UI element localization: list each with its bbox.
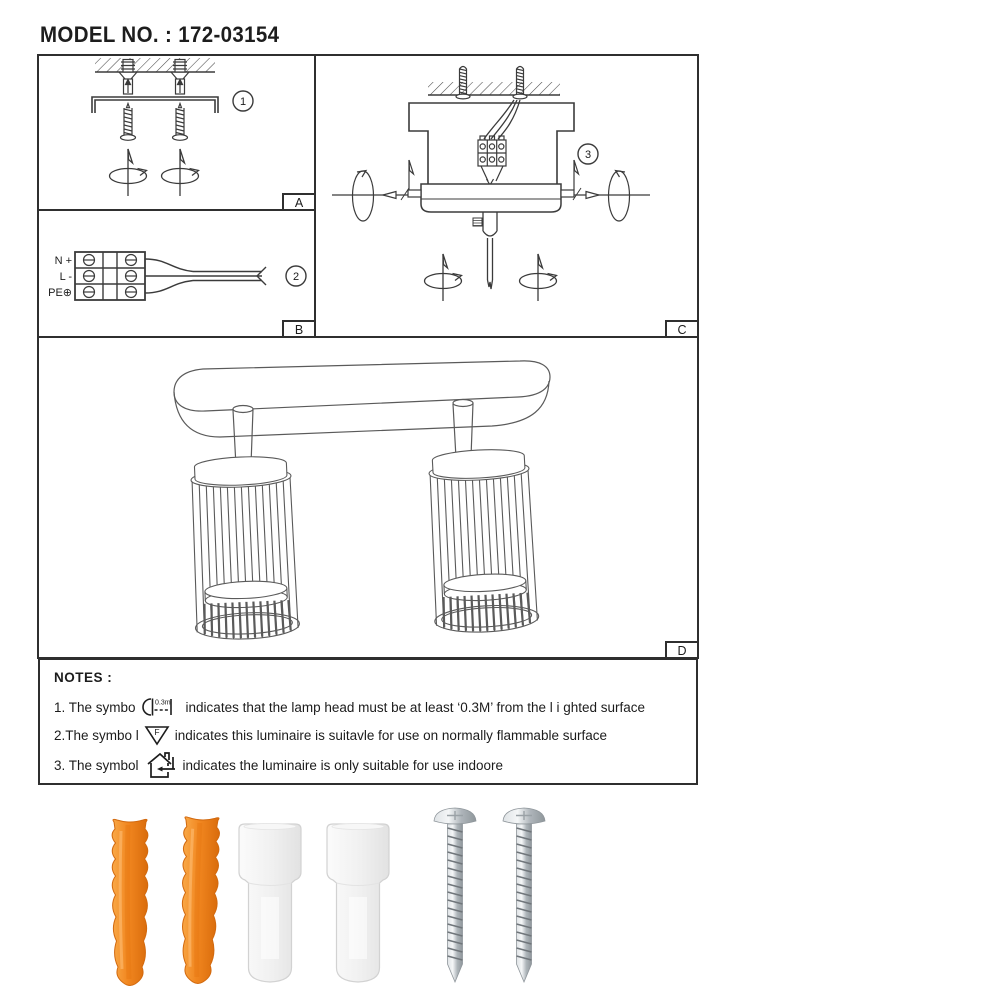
panel-a-bracket-mounting-diagram (92, 58, 315, 210)
screw-icon (173, 104, 188, 141)
note-3-text: indicates the luminaire is only suitable for use indoore (182, 757, 503, 773)
svg-text:2: 2 (292, 271, 300, 283)
svg-text:N +: N + (54, 255, 72, 267)
step-number-3 (578, 144, 598, 164)
note-line-2 (54, 724, 607, 746)
model-number-title: MODEL NO. : 172-03154 (40, 22, 280, 47)
note-line-3 (54, 750, 503, 780)
svg-text:A: A (294, 196, 304, 210)
wire-connector-cap-photo (239, 824, 301, 983)
panel-label-c (666, 321, 698, 337)
step-number-2 (286, 266, 306, 286)
panel-label-d (666, 642, 698, 658)
wires-drawing (484, 100, 520, 139)
note-1-text: indicates that the lamp head must be at least ‘0.3M’ from the l i ghted surface (185, 699, 646, 715)
svg-text:B: B (294, 323, 304, 337)
wall-plug-photo (112, 819, 148, 985)
stem-and-cable-drawing (473, 212, 497, 289)
rotation-arrow-icon (162, 149, 199, 196)
wall-plug-photo (180, 817, 220, 984)
rotation-arrow-icon (110, 149, 147, 196)
svg-text:F: F (154, 727, 160, 737)
wire-connector-cap-photo (327, 824, 389, 983)
panel-d-fixture-drawing (174, 361, 698, 658)
panel-d-frame (38, 337, 698, 658)
notes-box (38, 658, 698, 785)
note-2-prefix: 2.The symbo l (54, 727, 139, 743)
panel-c-canopy-mounting-diagram (332, 67, 698, 338)
screw-photo (503, 808, 545, 982)
terminal-labels (48, 255, 72, 299)
terminal-block (75, 252, 145, 300)
min-distance-symbol-icon (141, 695, 181, 719)
mounting-plate-drawing (401, 184, 581, 212)
terminal-block-small (478, 136, 506, 185)
lamp-stem (453, 400, 473, 459)
indoor-use-symbol-icon (144, 750, 178, 780)
svg-text:3: 3 (584, 149, 592, 161)
svg-text:0.3m: 0.3m (154, 699, 171, 707)
svg-text:1: 1 (239, 96, 247, 108)
mounting-bracket-drawing (92, 97, 218, 113)
notes-heading: NOTES : (54, 670, 113, 685)
panel-label-b (283, 321, 315, 337)
supply-cable-drawing (145, 259, 266, 293)
screw-icon (121, 104, 136, 141)
step-number-1 (233, 91, 253, 111)
ceiling-hatch (95, 58, 215, 72)
svg-text:C: C (677, 323, 687, 337)
panel-b-wiring-diagram (48, 252, 315, 337)
flammable-surface-symbol-icon (144, 724, 170, 746)
svg-text:PE⊕: PE⊕ (48, 287, 72, 299)
hardware-photos (112, 808, 545, 986)
ceiling-hatch (428, 82, 560, 95)
caged-lamp-head (426, 447, 539, 634)
screw-photo (434, 808, 476, 982)
note-1-prefix: 1. The symbo (54, 699, 136, 715)
rotation-arrow-icon (520, 254, 557, 301)
caged-lamp-head (188, 455, 300, 641)
fixture-base-plate (174, 361, 550, 437)
panel-label-a (283, 194, 315, 210)
note-line-1 (54, 695, 645, 719)
rotation-arrow-icon (425, 254, 462, 301)
svg-text:L -: L - (59, 271, 72, 283)
note-3-prefix: 3. The symbol (54, 757, 139, 773)
svg-text:D: D (677, 644, 687, 658)
note-2-text: indicates this luminaire is suitavle for use on normally flammable surface (174, 727, 607, 743)
